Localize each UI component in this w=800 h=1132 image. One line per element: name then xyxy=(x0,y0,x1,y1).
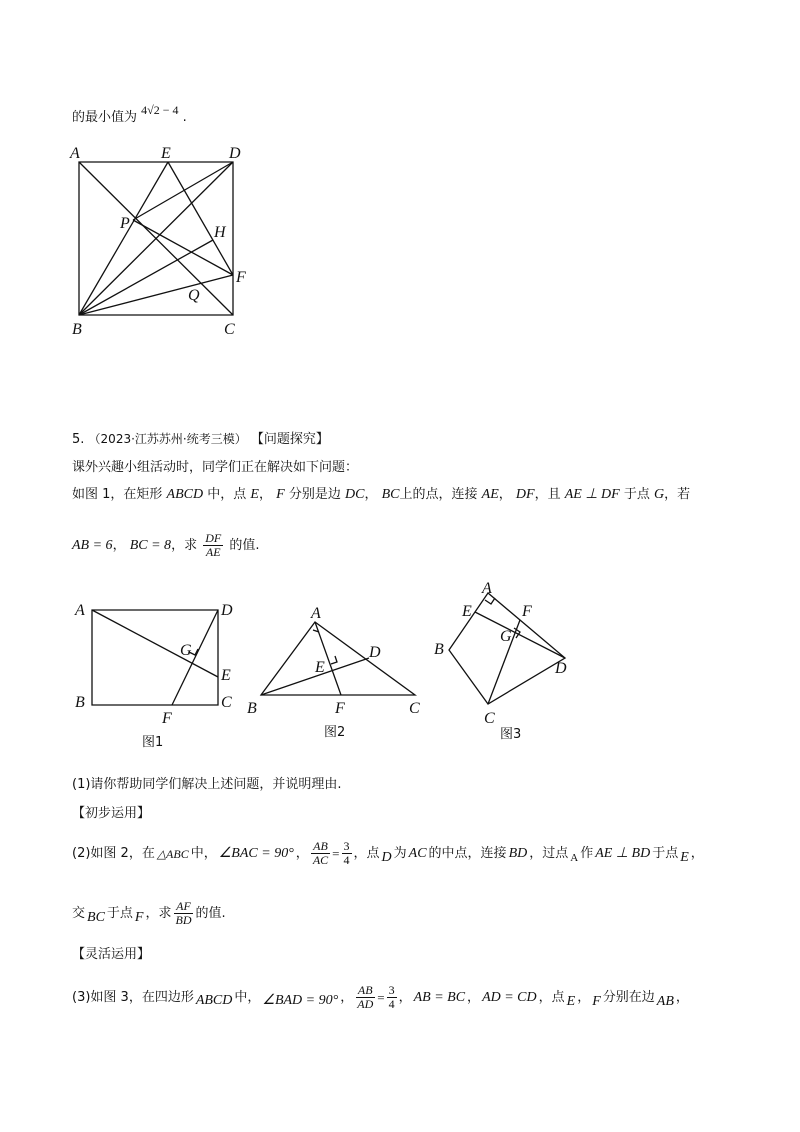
math-e: E xyxy=(680,849,689,865)
label-F: F xyxy=(236,269,246,286)
label-A: A xyxy=(311,605,321,622)
text: (2)如图 2，在 xyxy=(72,845,155,861)
denominator: AD xyxy=(357,997,374,1011)
text: ， xyxy=(675,989,689,1005)
fraction-ab-ad xyxy=(355,984,375,1011)
figure-1 xyxy=(70,595,245,750)
figure-3 xyxy=(430,578,580,743)
question-3 xyxy=(72,984,689,1011)
math-f: F xyxy=(592,993,601,1009)
math-g: G xyxy=(654,487,665,502)
line-be xyxy=(79,162,168,315)
label-E: E xyxy=(221,667,231,684)
text: 的值. xyxy=(229,538,260,553)
problem-number: 5. xyxy=(72,432,85,447)
text: ， xyxy=(398,989,412,1005)
label-F: F xyxy=(522,603,532,620)
math-ad-cd: AD = CD xyxy=(482,989,537,1005)
text: 于点 xyxy=(106,905,133,921)
fraction-3-4 xyxy=(342,840,352,867)
label-B: B xyxy=(75,694,85,711)
math-angle: ∠BAC = 90° xyxy=(218,845,294,861)
question-1: (1)请你帮助同学们解决上述问题，并说明理由. xyxy=(72,777,342,792)
text: ， xyxy=(340,989,354,1005)
math-d: D xyxy=(381,849,392,865)
math-triangle: △ABC xyxy=(156,846,189,861)
section-flexible: 【灵活运用】 xyxy=(72,947,151,962)
question-2-line2 xyxy=(72,900,226,927)
text: ， xyxy=(690,845,704,861)
right-angle-mark xyxy=(331,656,337,664)
text: 分别在边 xyxy=(602,989,655,1005)
text: 中，点 xyxy=(207,487,247,502)
equals: = xyxy=(332,845,340,861)
label-A: A xyxy=(70,145,80,162)
line-df xyxy=(172,610,218,705)
text: ，过点 xyxy=(529,845,569,861)
problem-header xyxy=(72,430,329,449)
caption-fig1: 图1 xyxy=(142,735,164,750)
text: ， xyxy=(295,845,309,861)
right-angle-mark-a xyxy=(485,598,495,604)
equals: = xyxy=(377,989,385,1005)
caption-fig3: 图3 xyxy=(500,727,522,742)
problem-line3 xyxy=(72,532,260,559)
label-C: C xyxy=(484,710,495,727)
numerator: AB xyxy=(357,983,373,997)
intro-text: 的最小值为 xyxy=(72,110,138,125)
numerator: AF xyxy=(176,899,191,913)
label-G: G xyxy=(500,628,512,645)
math-e: E xyxy=(566,993,576,1009)
math-bc: BC xyxy=(381,487,400,502)
text: ，且 xyxy=(534,487,561,502)
text: ， xyxy=(577,989,591,1005)
text: ， xyxy=(258,487,272,502)
text: 交 xyxy=(72,905,86,921)
fraction-3-4 xyxy=(387,984,397,1011)
text: 中， xyxy=(190,845,217,861)
question-2-line1 xyxy=(72,840,704,867)
text: (3)如图 3，在四边形 xyxy=(72,989,194,1005)
text: 的中点，连接 xyxy=(428,845,507,861)
intro-end: . xyxy=(182,110,187,125)
intro-line xyxy=(72,103,187,127)
label-E: E xyxy=(161,145,171,162)
text: ，点 xyxy=(353,845,380,861)
line-ae xyxy=(92,610,218,677)
text: 如图 1，在矩形 xyxy=(72,487,163,502)
figure-square xyxy=(60,140,260,340)
label-H: H xyxy=(214,224,226,241)
label-D: D xyxy=(555,660,567,677)
label-B: B xyxy=(434,641,444,658)
text: ， xyxy=(364,487,378,502)
numerator: 3 xyxy=(343,839,350,853)
label-C: C xyxy=(409,700,420,717)
label-A: A xyxy=(75,602,85,619)
line-ed xyxy=(475,612,565,658)
label-F: F xyxy=(162,710,172,727)
label-D: D xyxy=(369,644,381,661)
denominator: 4 xyxy=(388,997,395,1011)
math-e: E xyxy=(250,487,259,502)
text: ，点 xyxy=(538,989,565,1005)
fraction-df-ae xyxy=(203,532,223,559)
denominator: AC xyxy=(312,853,329,867)
label-B: B xyxy=(247,700,257,717)
fraction-af-bd xyxy=(174,900,194,927)
problem-line2 xyxy=(72,486,690,504)
math-bc: BC = 8 xyxy=(129,538,172,553)
label-E: E xyxy=(462,603,472,620)
denominator: 4 xyxy=(343,853,350,867)
math-df: DF xyxy=(515,487,535,502)
math-f: F xyxy=(134,909,144,925)
rectangle xyxy=(92,610,218,705)
math-ae: AE xyxy=(481,487,499,502)
numerator: DF xyxy=(205,531,222,545)
label-G: G xyxy=(180,642,192,659)
intro-value: 4√2 − 4 xyxy=(141,103,179,117)
denominator: AE xyxy=(205,545,221,559)
text: 上的点，连接 xyxy=(399,487,478,502)
text: 于点 xyxy=(623,487,650,502)
line-ef xyxy=(168,162,233,275)
math-bc: BC xyxy=(87,909,105,925)
problem-tag: 【问题探究】 xyxy=(250,432,329,447)
label-C: C xyxy=(221,694,232,711)
math-perp: AE ⊥ DF xyxy=(564,487,620,502)
triangle xyxy=(261,622,415,695)
figure-2 xyxy=(245,600,435,750)
label-B: B xyxy=(72,321,82,338)
text: 于点 xyxy=(652,845,679,861)
fraction-ab-ac xyxy=(311,840,330,867)
text: 中， xyxy=(234,989,261,1005)
numerator: 3 xyxy=(388,983,395,997)
text: 的值. xyxy=(195,905,226,921)
line-bf xyxy=(79,275,233,315)
label-A: A xyxy=(482,580,492,597)
text: 为 xyxy=(393,845,407,861)
label-E: E xyxy=(315,659,325,676)
text: ， xyxy=(112,538,126,553)
math-perp: AE ⊥ BD xyxy=(595,845,651,861)
text: ，若 xyxy=(664,487,691,502)
math-abcd: ABCD xyxy=(195,992,233,1008)
math-angle: ∠BAD = 90° xyxy=(262,992,339,1008)
numerator: AB xyxy=(313,839,328,853)
problem-source: （2023·江苏苏州·统考三模） xyxy=(88,432,247,446)
label-C: C xyxy=(224,321,235,338)
text: ，求 xyxy=(145,905,172,921)
math-ac: AC xyxy=(408,845,427,861)
math-abcd: ABCD xyxy=(166,487,204,502)
section-initial: 【初步运用】 xyxy=(72,806,151,821)
label-Q: Q xyxy=(188,287,200,304)
text: ， xyxy=(467,989,481,1005)
label-P: P xyxy=(120,215,130,232)
math-bd: BD xyxy=(508,845,528,861)
problem-line1: 课外兴趣小组活动时，同学们正在解决如下问题： xyxy=(72,460,359,475)
label-D: D xyxy=(229,145,241,162)
caption-fig2: 图2 xyxy=(324,725,346,740)
text: 作 xyxy=(580,845,594,861)
math-dc: DC xyxy=(344,487,365,502)
label-D: D xyxy=(221,602,233,619)
math-f: F xyxy=(276,487,285,502)
math-ab: AB = 6 xyxy=(72,538,113,553)
math-ab: AB xyxy=(656,993,674,1009)
text: ， xyxy=(498,487,512,502)
math-ab-bc: AB = BC xyxy=(413,989,466,1005)
text: ，求 xyxy=(171,538,198,553)
denominator: BD xyxy=(175,913,192,927)
math-a: A xyxy=(570,851,579,864)
label-F: F xyxy=(335,700,345,717)
text: 分别是边 xyxy=(288,487,341,502)
